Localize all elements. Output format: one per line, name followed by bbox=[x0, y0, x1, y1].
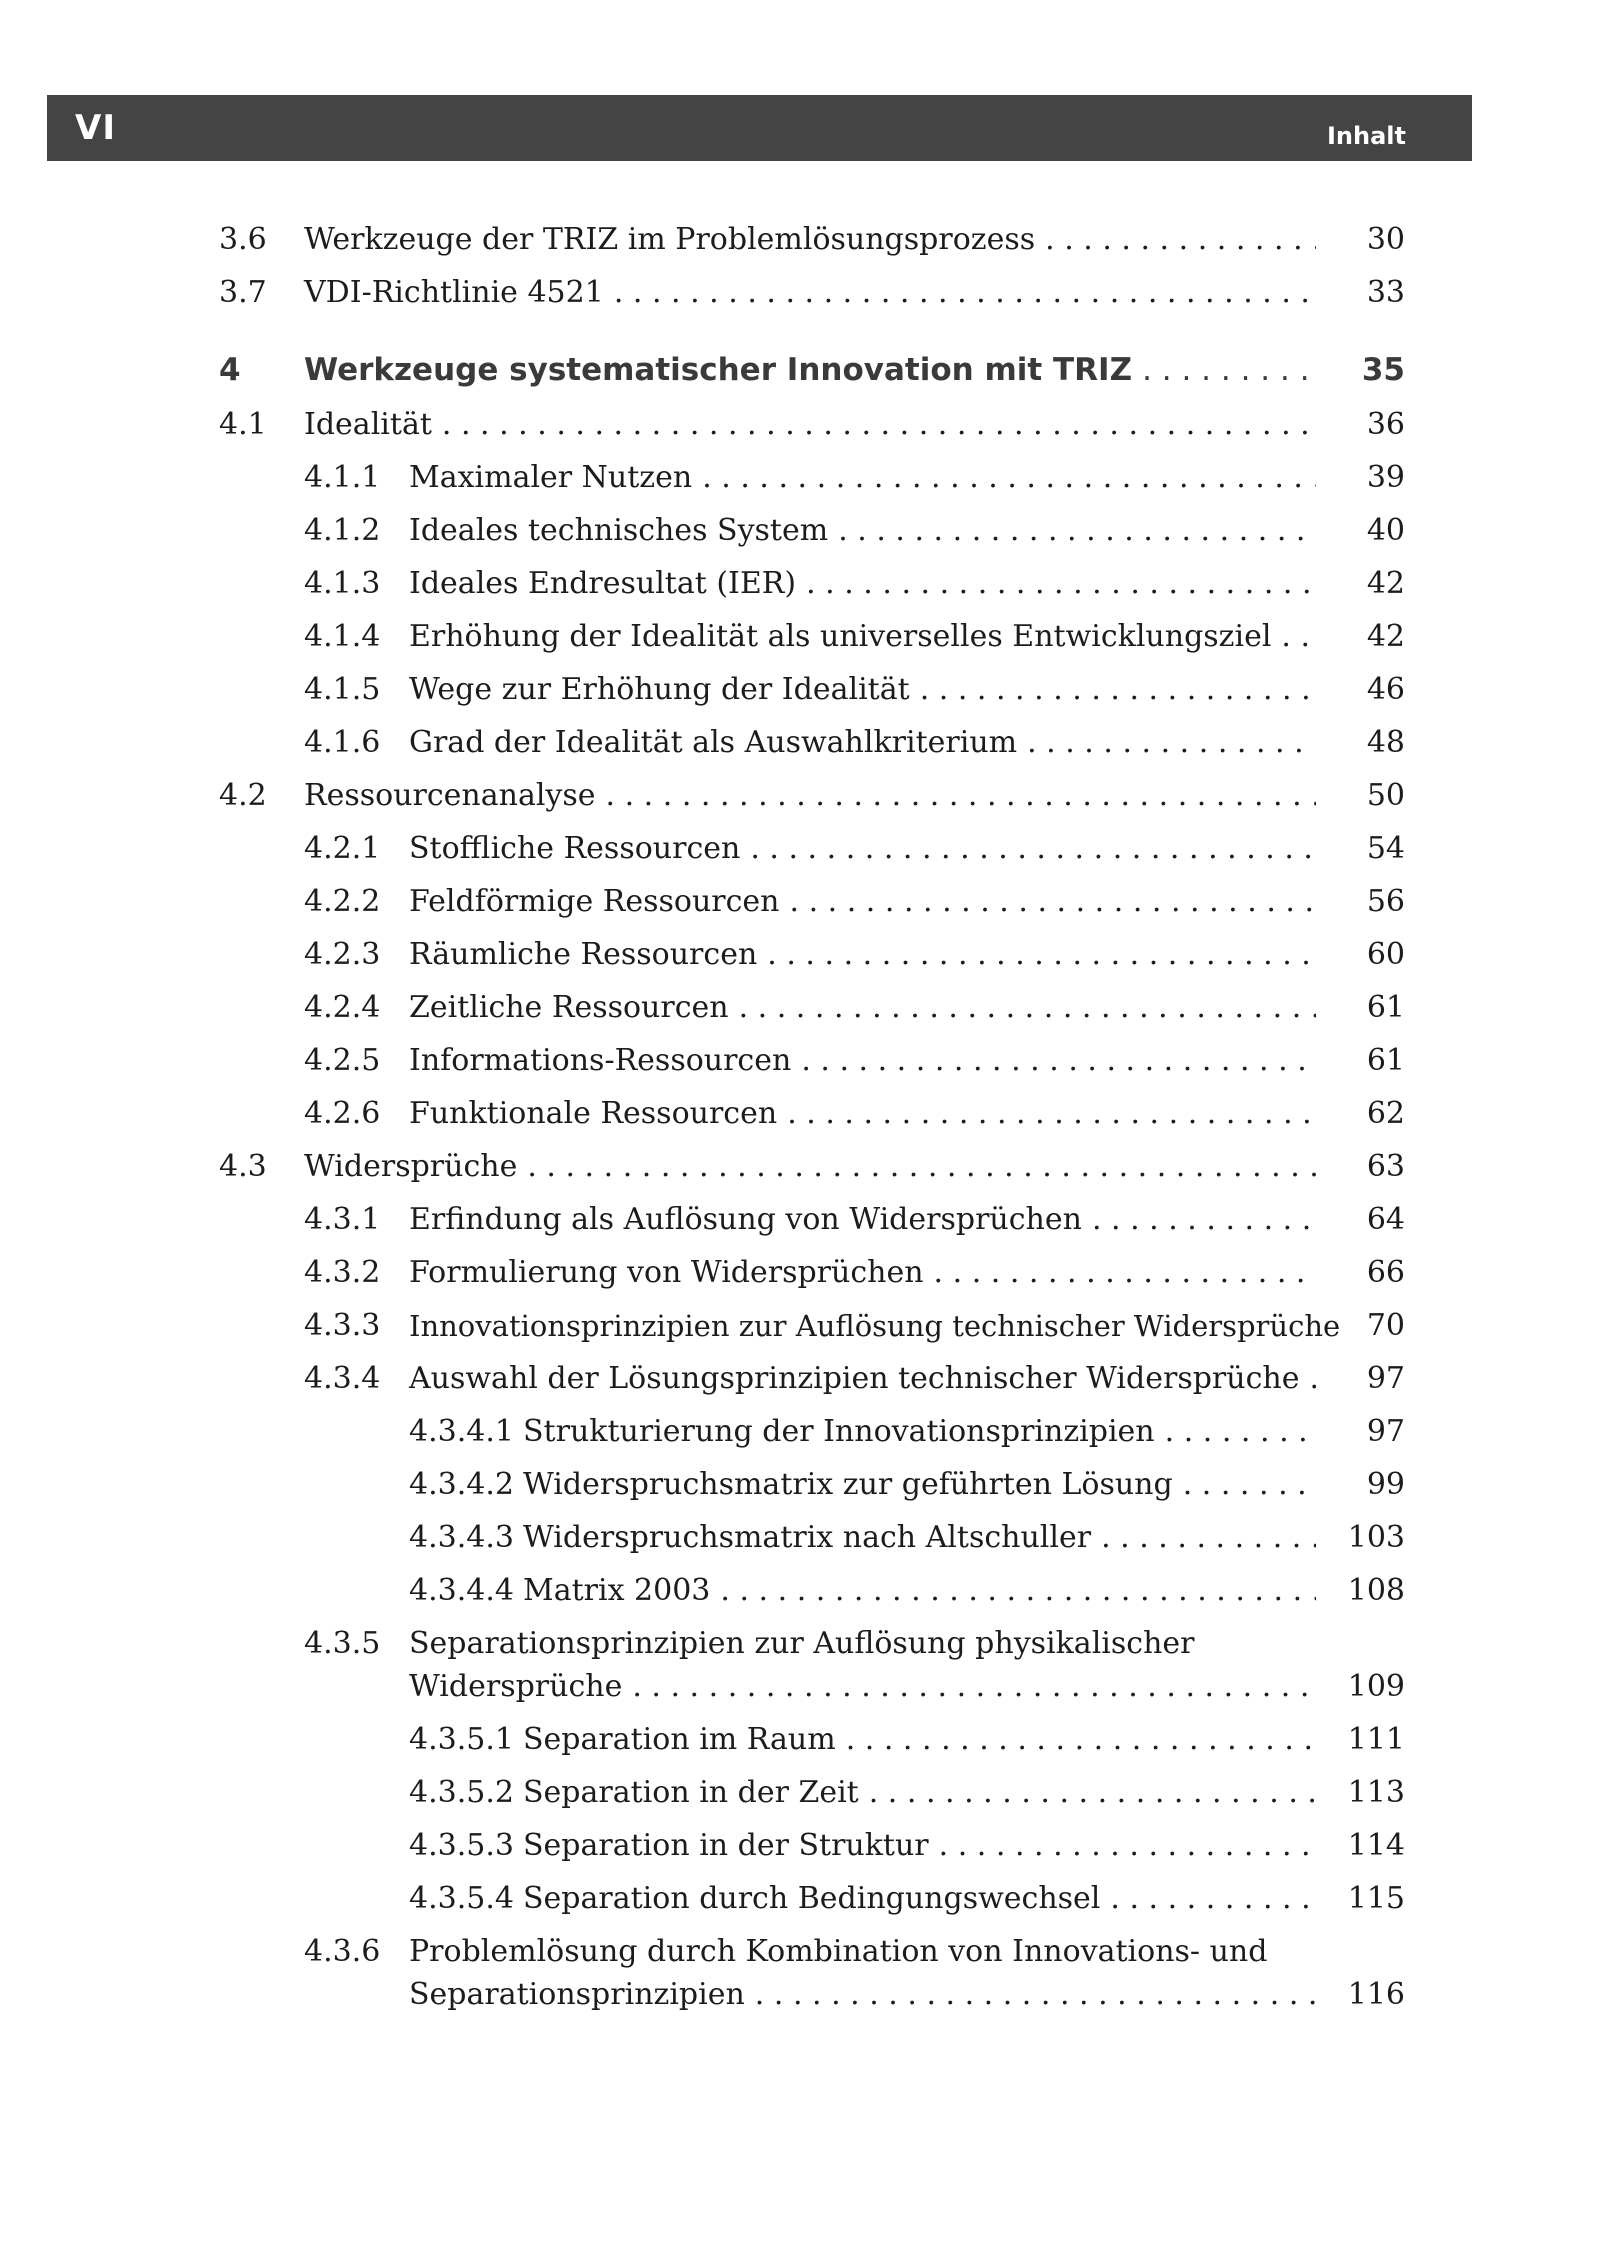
dot-leader bbox=[1165, 1414, 1316, 1450]
dot-leader bbox=[1183, 1467, 1316, 1503]
running-title: Inhalt bbox=[1327, 122, 1406, 150]
toc-entry-number: 4.1.1 bbox=[304, 460, 381, 495]
toc-entry-title: Auswahl der Lösungsprinzipien technischer Widersprüche bbox=[409, 1361, 1300, 1396]
dot-leader bbox=[787, 1096, 1316, 1132]
toc-entry-title: Grad der Idealität als Auswahlkriterium bbox=[409, 725, 1018, 760]
toc-entry-number: 4.1.2 bbox=[304, 513, 381, 548]
toc-entry-number: 4.3.5.3 bbox=[409, 1828, 514, 1863]
toc-entry-page: 50 bbox=[1366, 778, 1405, 813]
toc-entry-page: 36 bbox=[1366, 407, 1405, 442]
toc-entry-title: Separation in der Zeit bbox=[523, 1775, 859, 1810]
dot-leader bbox=[614, 275, 1316, 311]
toc-entry-page: 63 bbox=[1366, 1149, 1405, 1184]
toc-entry-title: Werkzeuge der TRIZ im Problemlösungsprozess bbox=[304, 222, 1036, 257]
toc-entry-title-line2: Widersprüche bbox=[409, 1669, 623, 1704]
toc-entry-title: Zeitliche Ressourcen bbox=[409, 990, 729, 1025]
toc-entry-number: 4.2.6 bbox=[304, 1096, 381, 1131]
dot-leader bbox=[606, 778, 1316, 814]
toc-entry-title: Informations-Ressourcen bbox=[409, 1043, 792, 1078]
toc-entry-page: 109 bbox=[1347, 1669, 1405, 1704]
toc-entry-page: 48 bbox=[1366, 725, 1405, 760]
toc-entry-number: 4.3.4.3 bbox=[409, 1520, 514, 1555]
toc-entry-number: 4.3.4 bbox=[304, 1361, 381, 1396]
toc-entry-number: 4.3.5 bbox=[304, 1626, 381, 1661]
toc-entry-number: 4.2.1 bbox=[304, 831, 381, 866]
toc-entry-title-line1: Separationsprinzipien zur Auflösung physikalischer bbox=[409, 1626, 1195, 1661]
dot-leader bbox=[1281, 619, 1316, 655]
toc-entry-title: Widerspruchsmatrix zur geführten Lösung bbox=[523, 1467, 1173, 1502]
toc-entry-number: 4.2.5 bbox=[304, 1043, 381, 1078]
toc-entry-page: 33 bbox=[1366, 275, 1405, 310]
toc-entry-title: Matrix 2003 bbox=[523, 1573, 711, 1608]
toc-entry-title: Feldförmige Ressourcen bbox=[409, 884, 780, 919]
toc-entry-title: Räumliche Ressourcen bbox=[409, 937, 758, 972]
dot-leader bbox=[934, 1255, 1316, 1291]
toc-entry-number: 4.3.4.2 bbox=[409, 1467, 514, 1502]
dot-leader bbox=[1101, 1520, 1316, 1556]
toc-entry-number: 4.3.5.4 bbox=[409, 1881, 514, 1916]
dot-leader bbox=[869, 1775, 1316, 1811]
dot-leader bbox=[939, 1828, 1316, 1864]
toc-entry-title: Wege zur Erhöhung der Idealität bbox=[409, 672, 910, 707]
dot-leader bbox=[920, 672, 1316, 708]
toc-entry-title: Widersprüche bbox=[304, 1149, 518, 1184]
dot-leader bbox=[755, 1977, 1316, 2013]
toc-entry-title: Ideales Endresultat (IER) bbox=[409, 566, 797, 601]
toc-entry-page: 40 bbox=[1366, 513, 1405, 548]
toc-entry-title: Maximaler Nutzen bbox=[409, 460, 693, 495]
toc-entry-number: 4.3 bbox=[219, 1149, 267, 1184]
toc-entry[interactable] bbox=[0, 1626, 1600, 1706]
toc-entry-page: 66 bbox=[1366, 1255, 1405, 1290]
toc-entry-number: 4.1 bbox=[219, 407, 267, 442]
toc-entry-number: 4 bbox=[219, 352, 241, 388]
toc-entry-title: Funktionale Ressourcen bbox=[409, 1096, 778, 1131]
toc-entry-page: 108 bbox=[1347, 1573, 1405, 1608]
toc-entry-title: Idealität bbox=[304, 407, 432, 442]
toc-entry-number: 4.2 bbox=[219, 778, 267, 813]
dot-leader bbox=[1309, 1361, 1316, 1397]
toc-entry-page: 103 bbox=[1347, 1520, 1405, 1555]
toc-entry-page: 30 bbox=[1366, 222, 1405, 257]
toc-entry-title: Erfindung als Auflösung von Widersprüchen bbox=[409, 1202, 1082, 1237]
toc-entry-title: Formulierung von Widersprüchen bbox=[409, 1255, 924, 1290]
toc-entry-number: 4.1.5 bbox=[304, 672, 381, 707]
toc-entry-page: 97 bbox=[1366, 1414, 1405, 1449]
toc-entry-page: 61 bbox=[1366, 990, 1405, 1025]
toc-entry[interactable] bbox=[0, 1934, 1600, 2014]
toc-entry-number: 4.1.3 bbox=[304, 566, 381, 601]
dot-leader bbox=[838, 513, 1316, 549]
dot-leader bbox=[801, 1043, 1316, 1079]
toc-entry-title: Separation durch Bedingungswechsel bbox=[523, 1881, 1101, 1916]
toc-entry-page: 116 bbox=[1347, 1977, 1405, 2012]
dot-leader bbox=[702, 460, 1316, 496]
toc-entry-page: 35 bbox=[1361, 352, 1405, 388]
toc-entry-page: 42 bbox=[1366, 566, 1405, 601]
dot-leader bbox=[1092, 1202, 1316, 1238]
toc-entry-number: 4.3.5.1 bbox=[409, 1722, 514, 1757]
toc-entry-page: 46 bbox=[1366, 672, 1405, 707]
toc-entry-page: 99 bbox=[1366, 1467, 1405, 1502]
dot-leader bbox=[1110, 1881, 1316, 1917]
toc-entry-title: VDI-Richtlinie 4521 bbox=[304, 275, 604, 310]
toc-entry-page: 64 bbox=[1366, 1202, 1405, 1237]
toc-entry-title-line1: Problemlösung durch Kombination von Innovations- und bbox=[409, 1934, 1268, 1969]
toc-entry-number: 4.1.6 bbox=[304, 725, 381, 760]
toc-entry-number: 4.3.1 bbox=[304, 1202, 381, 1237]
dot-leader bbox=[739, 990, 1316, 1026]
toc-entry-number: 4.2.2 bbox=[304, 884, 381, 919]
toc-entry-title-line2: Separationsprinzipien bbox=[409, 1977, 745, 2012]
toc-entry-page: 113 bbox=[1347, 1775, 1405, 1810]
toc-entry-title: Widerspruchsmatrix nach Altschuller bbox=[523, 1520, 1092, 1555]
toc-entry-number: 4.3.3 bbox=[304, 1308, 381, 1343]
dot-leader bbox=[790, 884, 1316, 920]
dot-leader bbox=[806, 566, 1316, 602]
toc-entry-title: Stoffliche Ressourcen bbox=[409, 831, 741, 866]
toc-entry-page: 39 bbox=[1366, 460, 1405, 495]
dot-leader bbox=[1045, 222, 1316, 258]
toc-entry-number: 4.2.4 bbox=[304, 990, 381, 1025]
toc-entry-title: Strukturierung der Innovationsprinzipien bbox=[523, 1414, 1155, 1449]
toc-entry-page: 56 bbox=[1366, 884, 1405, 919]
toc-entry-page: 42 bbox=[1366, 619, 1405, 654]
dot-leader bbox=[527, 1149, 1316, 1185]
toc-entry-number: 4.3.4.4 bbox=[409, 1573, 514, 1608]
dot-leader bbox=[442, 407, 1316, 443]
dot-leader bbox=[720, 1573, 1316, 1609]
dot-leader bbox=[1142, 352, 1316, 388]
dot-leader bbox=[767, 937, 1316, 973]
toc-entry-number: 4.3.6 bbox=[304, 1934, 381, 1969]
toc-entry-page: 61 bbox=[1366, 1043, 1405, 1078]
toc-entry-page: 97 bbox=[1366, 1361, 1405, 1396]
toc-entry-page: 62 bbox=[1366, 1096, 1405, 1131]
toc-entry-title: Separation in der Struktur bbox=[523, 1828, 929, 1863]
toc-entry-page: 70 bbox=[1366, 1308, 1405, 1343]
toc-entry-number: 3.7 bbox=[219, 275, 267, 310]
toc-entry-title: Ressourcenanalyse bbox=[304, 778, 596, 813]
page-number: VI bbox=[75, 108, 116, 148]
dot-leader bbox=[846, 1722, 1316, 1758]
toc-entry-title: Erhöhung der Idealität als universelles Entwicklungsziel bbox=[409, 619, 1272, 654]
toc-entry-title: Werkzeuge systematischer Innovation mit TRIZ bbox=[304, 352, 1133, 388]
toc-entry-page: 60 bbox=[1366, 937, 1405, 972]
toc-entry-title: Ideales technisches System bbox=[409, 513, 829, 548]
toc-entry-title: Innovationsprinzipien zur Auflösung technischer Widersprüche bbox=[409, 1309, 1341, 1343]
toc-entry-page: 114 bbox=[1347, 1828, 1405, 1863]
toc-entry-number: 4.3.4.1 bbox=[409, 1414, 514, 1449]
toc-entry-number: 4.3.5.2 bbox=[409, 1775, 514, 1810]
toc-entry-page: 115 bbox=[1347, 1881, 1405, 1916]
toc-entry-number: 4.1.4 bbox=[304, 619, 381, 654]
toc-entry-number: 4.2.3 bbox=[304, 937, 381, 972]
toc-entry-number: 4.3.2 bbox=[304, 1255, 381, 1290]
dot-leader bbox=[750, 831, 1316, 867]
dot-leader bbox=[632, 1669, 1316, 1705]
dot-leader bbox=[1027, 725, 1316, 761]
toc-entry-page: 54 bbox=[1366, 831, 1405, 866]
toc-entry-page: 111 bbox=[1347, 1722, 1405, 1757]
toc-entry-title: Separation im Raum bbox=[523, 1722, 836, 1757]
toc-entry-number: 3.6 bbox=[219, 222, 267, 257]
